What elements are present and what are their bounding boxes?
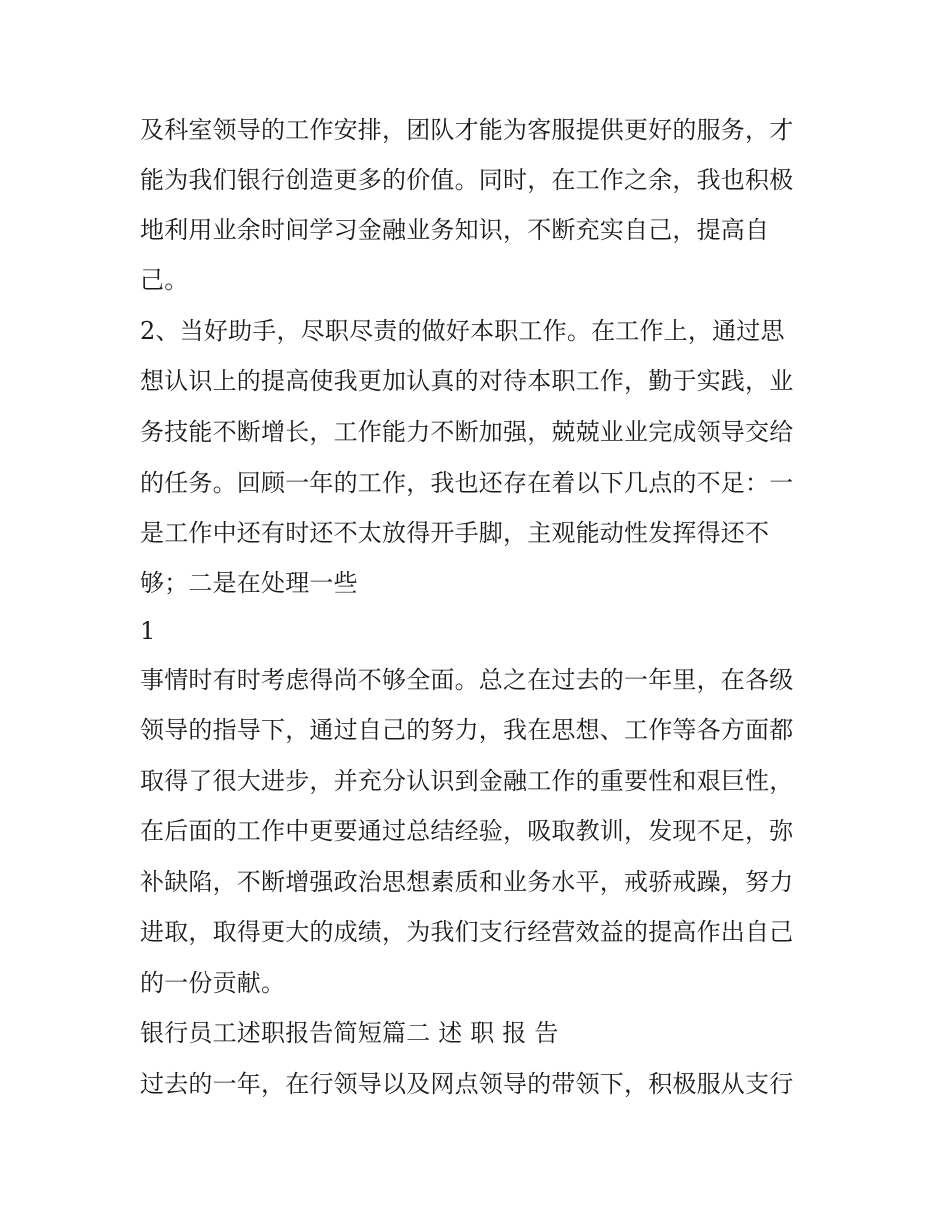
paragraph-line: 务技能不断增长，工作能力不断加强，兢兢业业完成领导交给 <box>140 418 794 446</box>
paragraph-line: 过去的一年，在行领导以及网点领导的带领下，积极服从支行 <box>140 1070 794 1098</box>
paragraph-line: 及科室领导的工作安排，团队才能为客服提供更好的服务，才 <box>140 116 794 144</box>
paragraph-line: 在后面的工作中更要通过总结经验，吸取教训，发现不足，弥 <box>140 817 794 845</box>
paragraph-line: 事情时有时考虑得尚不够全面。总之在过去的一年里，在各级 <box>140 666 794 694</box>
section-title: 银行员工述职报告简短篇二 述 职 报 告 <box>140 1019 559 1047</box>
paragraph-line: 领导的指导下，通过自己的努力，我在思想、工作等各方面都 <box>140 716 794 744</box>
paragraph-line: 地利用业余时间学习金融业务知识，不断充实自己，提高自 <box>140 216 770 244</box>
paragraph-line: 想认识上的提高使我更加认真的对待本职工作，勤于实践，业 <box>140 367 794 395</box>
paragraph-line: 的一份贡献。 <box>140 969 286 997</box>
paragraph-line: 己。 <box>140 266 189 294</box>
paragraph-line: 取得了很大进步，并充分认识到金融工作的重要性和艰巨性， <box>140 767 794 795</box>
page-number: 1 <box>140 617 156 645</box>
paragraph-line: 2、当好助手，尽职尽责的做好本职工作。在工作上，通过思 <box>140 317 785 345</box>
paragraph-line: 进取，取得更大的成绩，为我们支行经营效益的提高作出自己 <box>140 918 794 946</box>
paragraph-line: 是工作中还有时还不太放得开手脚，主观能动性发挥得还不 <box>140 519 770 547</box>
paragraph-line: 补缺陷，不断增强政治思想素质和业务水平，戒骄戒躁，努力 <box>140 868 794 896</box>
paragraph-line: 能为我们银行创造更多的价值。同时，在工作之余，我也积极 <box>140 166 794 194</box>
paragraph-line: 够；二是在处理一些 <box>140 569 358 597</box>
paragraph-line: 的任务。回顾一年的工作，我也还存在着以下几点的不足：一 <box>140 469 794 497</box>
